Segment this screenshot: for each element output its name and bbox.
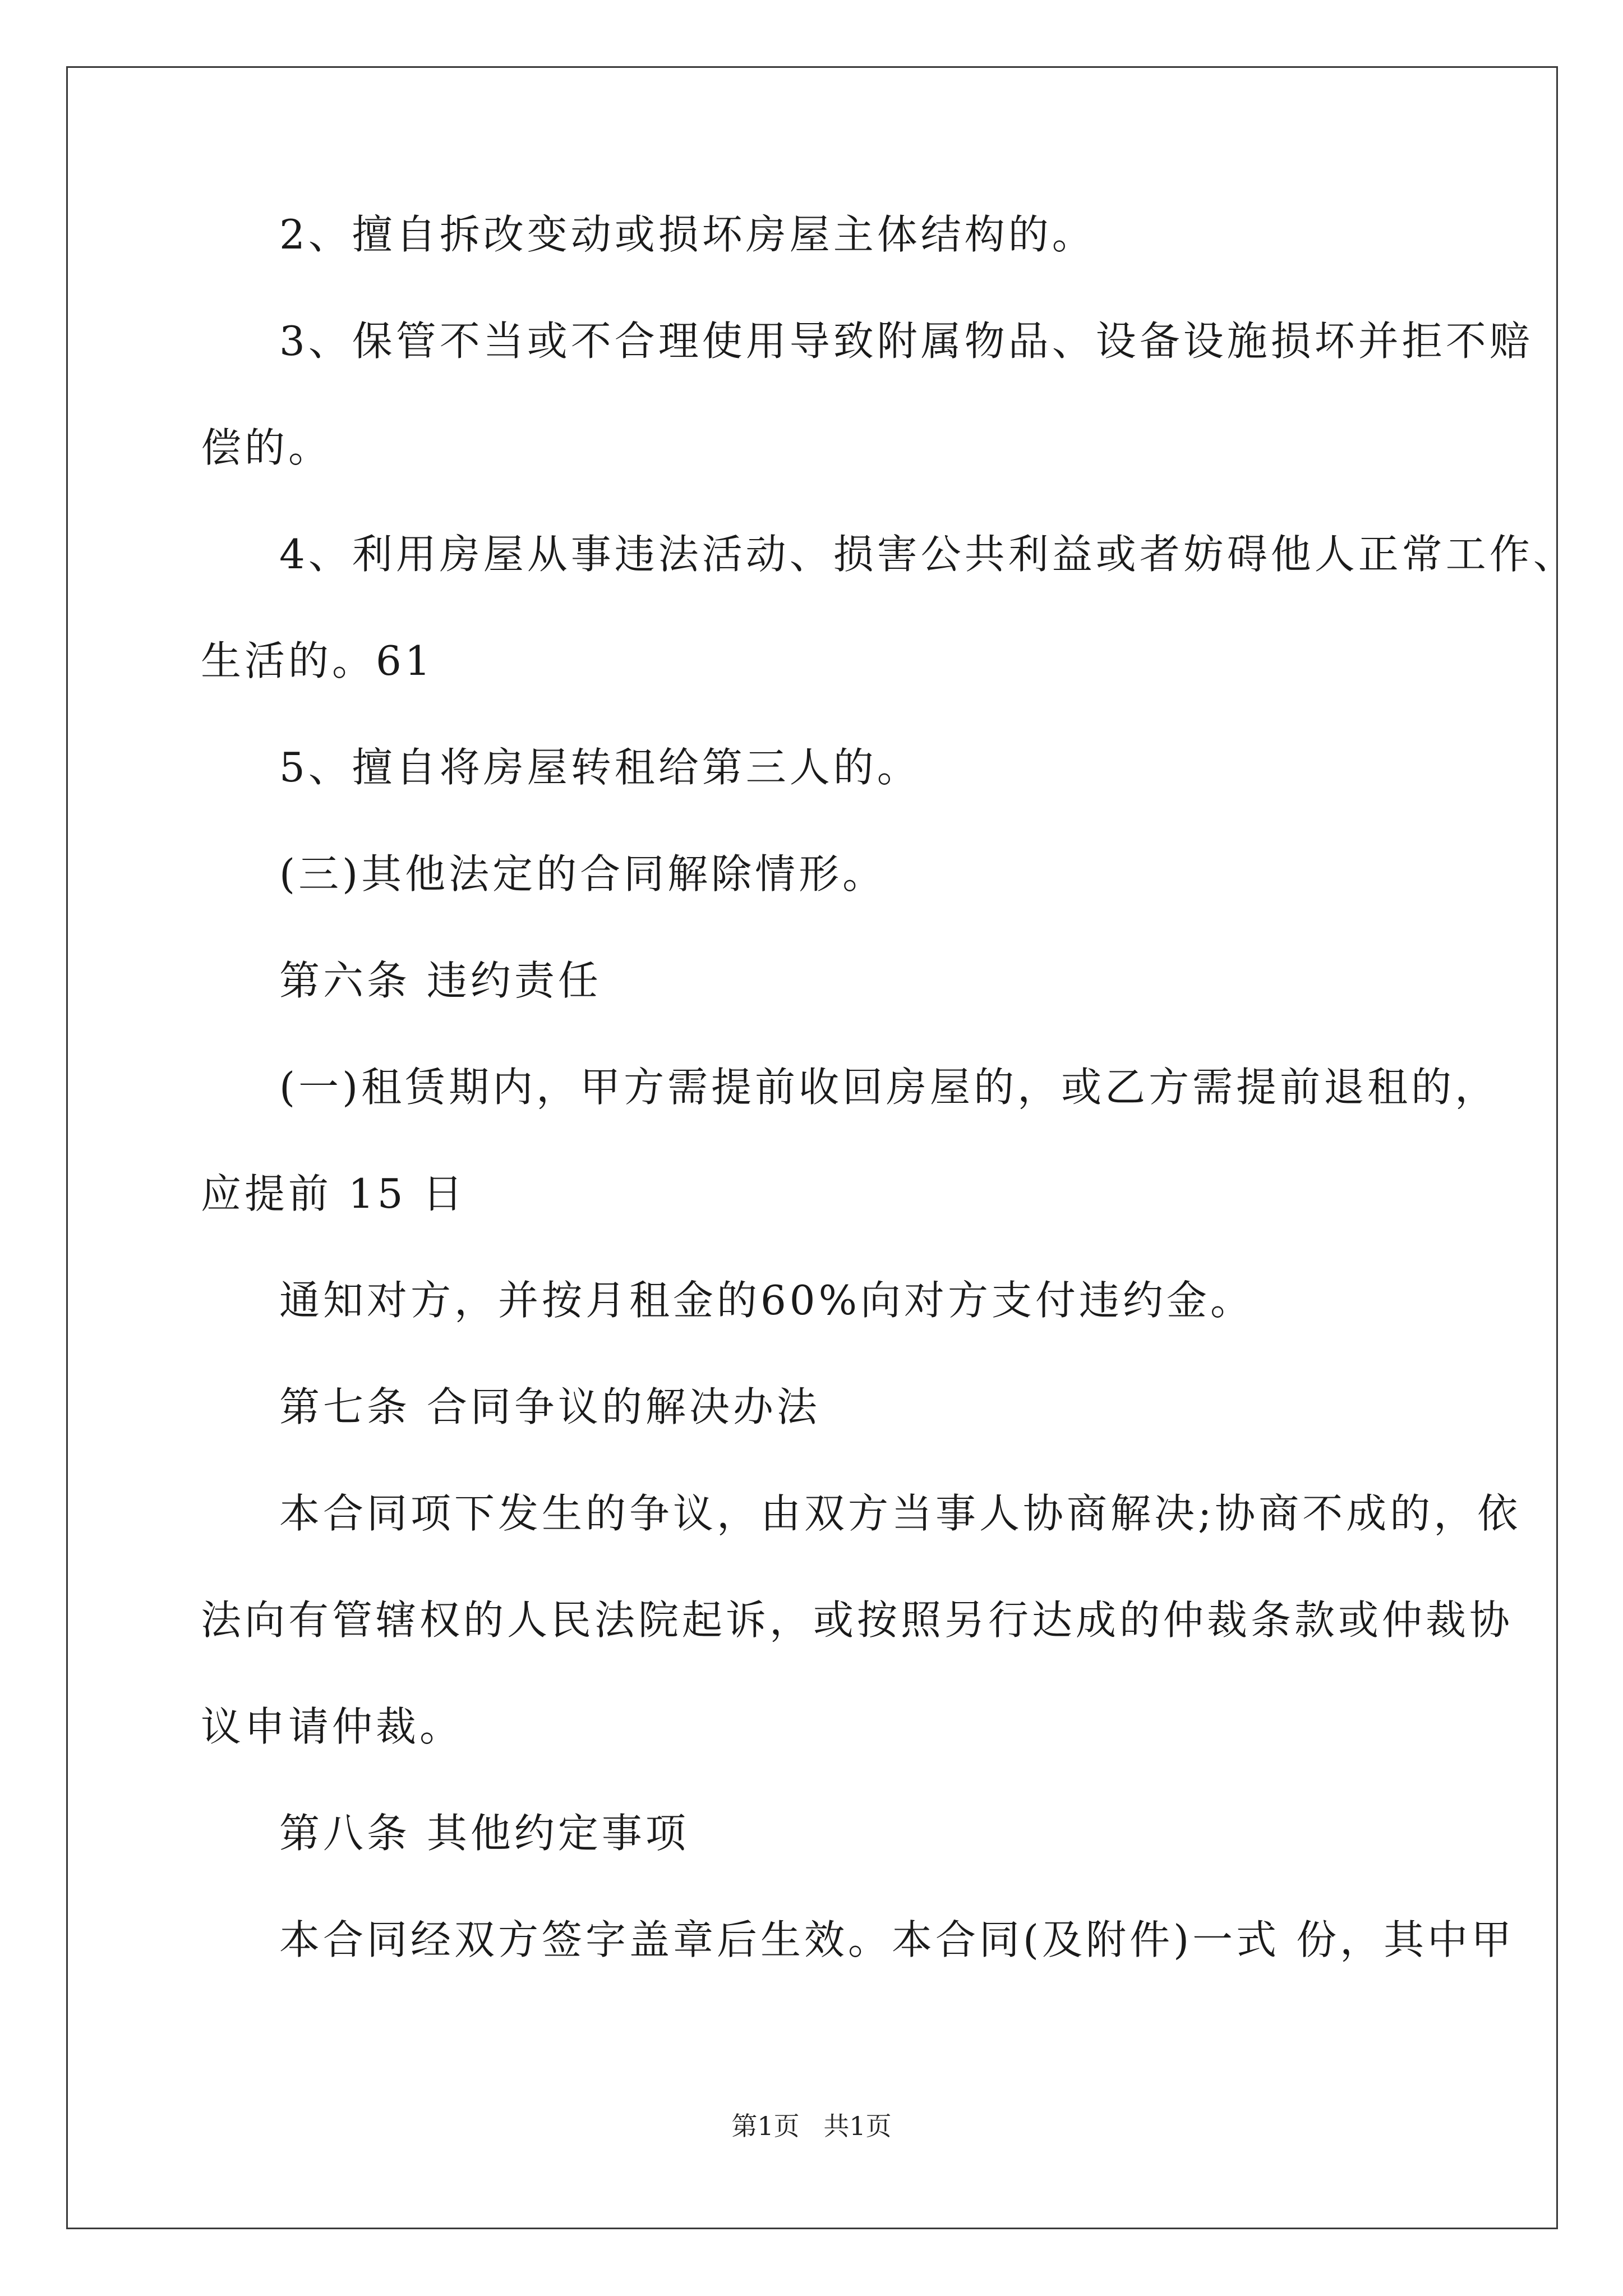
paragraph-line: 5、擅自将房屋转租给第三人的。 xyxy=(279,744,921,791)
page-footer xyxy=(0,2109,1623,2143)
paragraph-line: 4、利用房屋从事违法活动、损害公共利益或者妨碍他人正常工作、 xyxy=(279,531,1577,578)
paragraph-line: (一)租赁期内，甲方需提前收回房屋的，或乙方需提前退租的， xyxy=(279,1064,1499,1111)
paragraph-line: 3、保管不当或不合理使用导致附属物品、设备设施损坏并拒不赔 xyxy=(279,318,1533,365)
page-frame xyxy=(66,66,1558,2229)
section-heading: 第六条 违约责任 xyxy=(279,957,602,1004)
section-heading: 第七条 合同争议的解决办法 xyxy=(279,1383,820,1430)
page-total: 共1页 xyxy=(823,2111,892,2141)
page-number: 第1页 xyxy=(731,2111,800,2141)
paragraph-line: 本合同项下发生的争议，由双方当事人协商解决;协商不成的，依 xyxy=(279,1490,1521,1537)
paragraph-line: (三)其他法定的合同解除情形。 xyxy=(279,850,887,898)
section-heading: 第八条 其他约定事项 xyxy=(279,1810,689,1857)
paragraph-line: 生活的。61 xyxy=(201,637,434,684)
paragraph-line: 应提前 15 日 xyxy=(201,1170,467,1217)
paragraph-line: 议申请仲裁。 xyxy=(201,1703,464,1750)
paragraph-line: 本合同经双方签字盖章后生效。本合同(及附件)一式 份，其中甲 xyxy=(279,1916,1515,1963)
paragraph-line: 偿的。 xyxy=(201,424,333,471)
paragraph-line: 2、擅自拆改变动或损坏房屋主体结构的。 xyxy=(279,211,1096,258)
paragraph-line: 通知对方，并按月租金的60%向对方支付违约金。 xyxy=(279,1277,1255,1324)
paragraph-line: 法向有管辖权的人民法院起诉，或按照另行达成的仲裁条款或仲裁协 xyxy=(201,1596,1514,1644)
